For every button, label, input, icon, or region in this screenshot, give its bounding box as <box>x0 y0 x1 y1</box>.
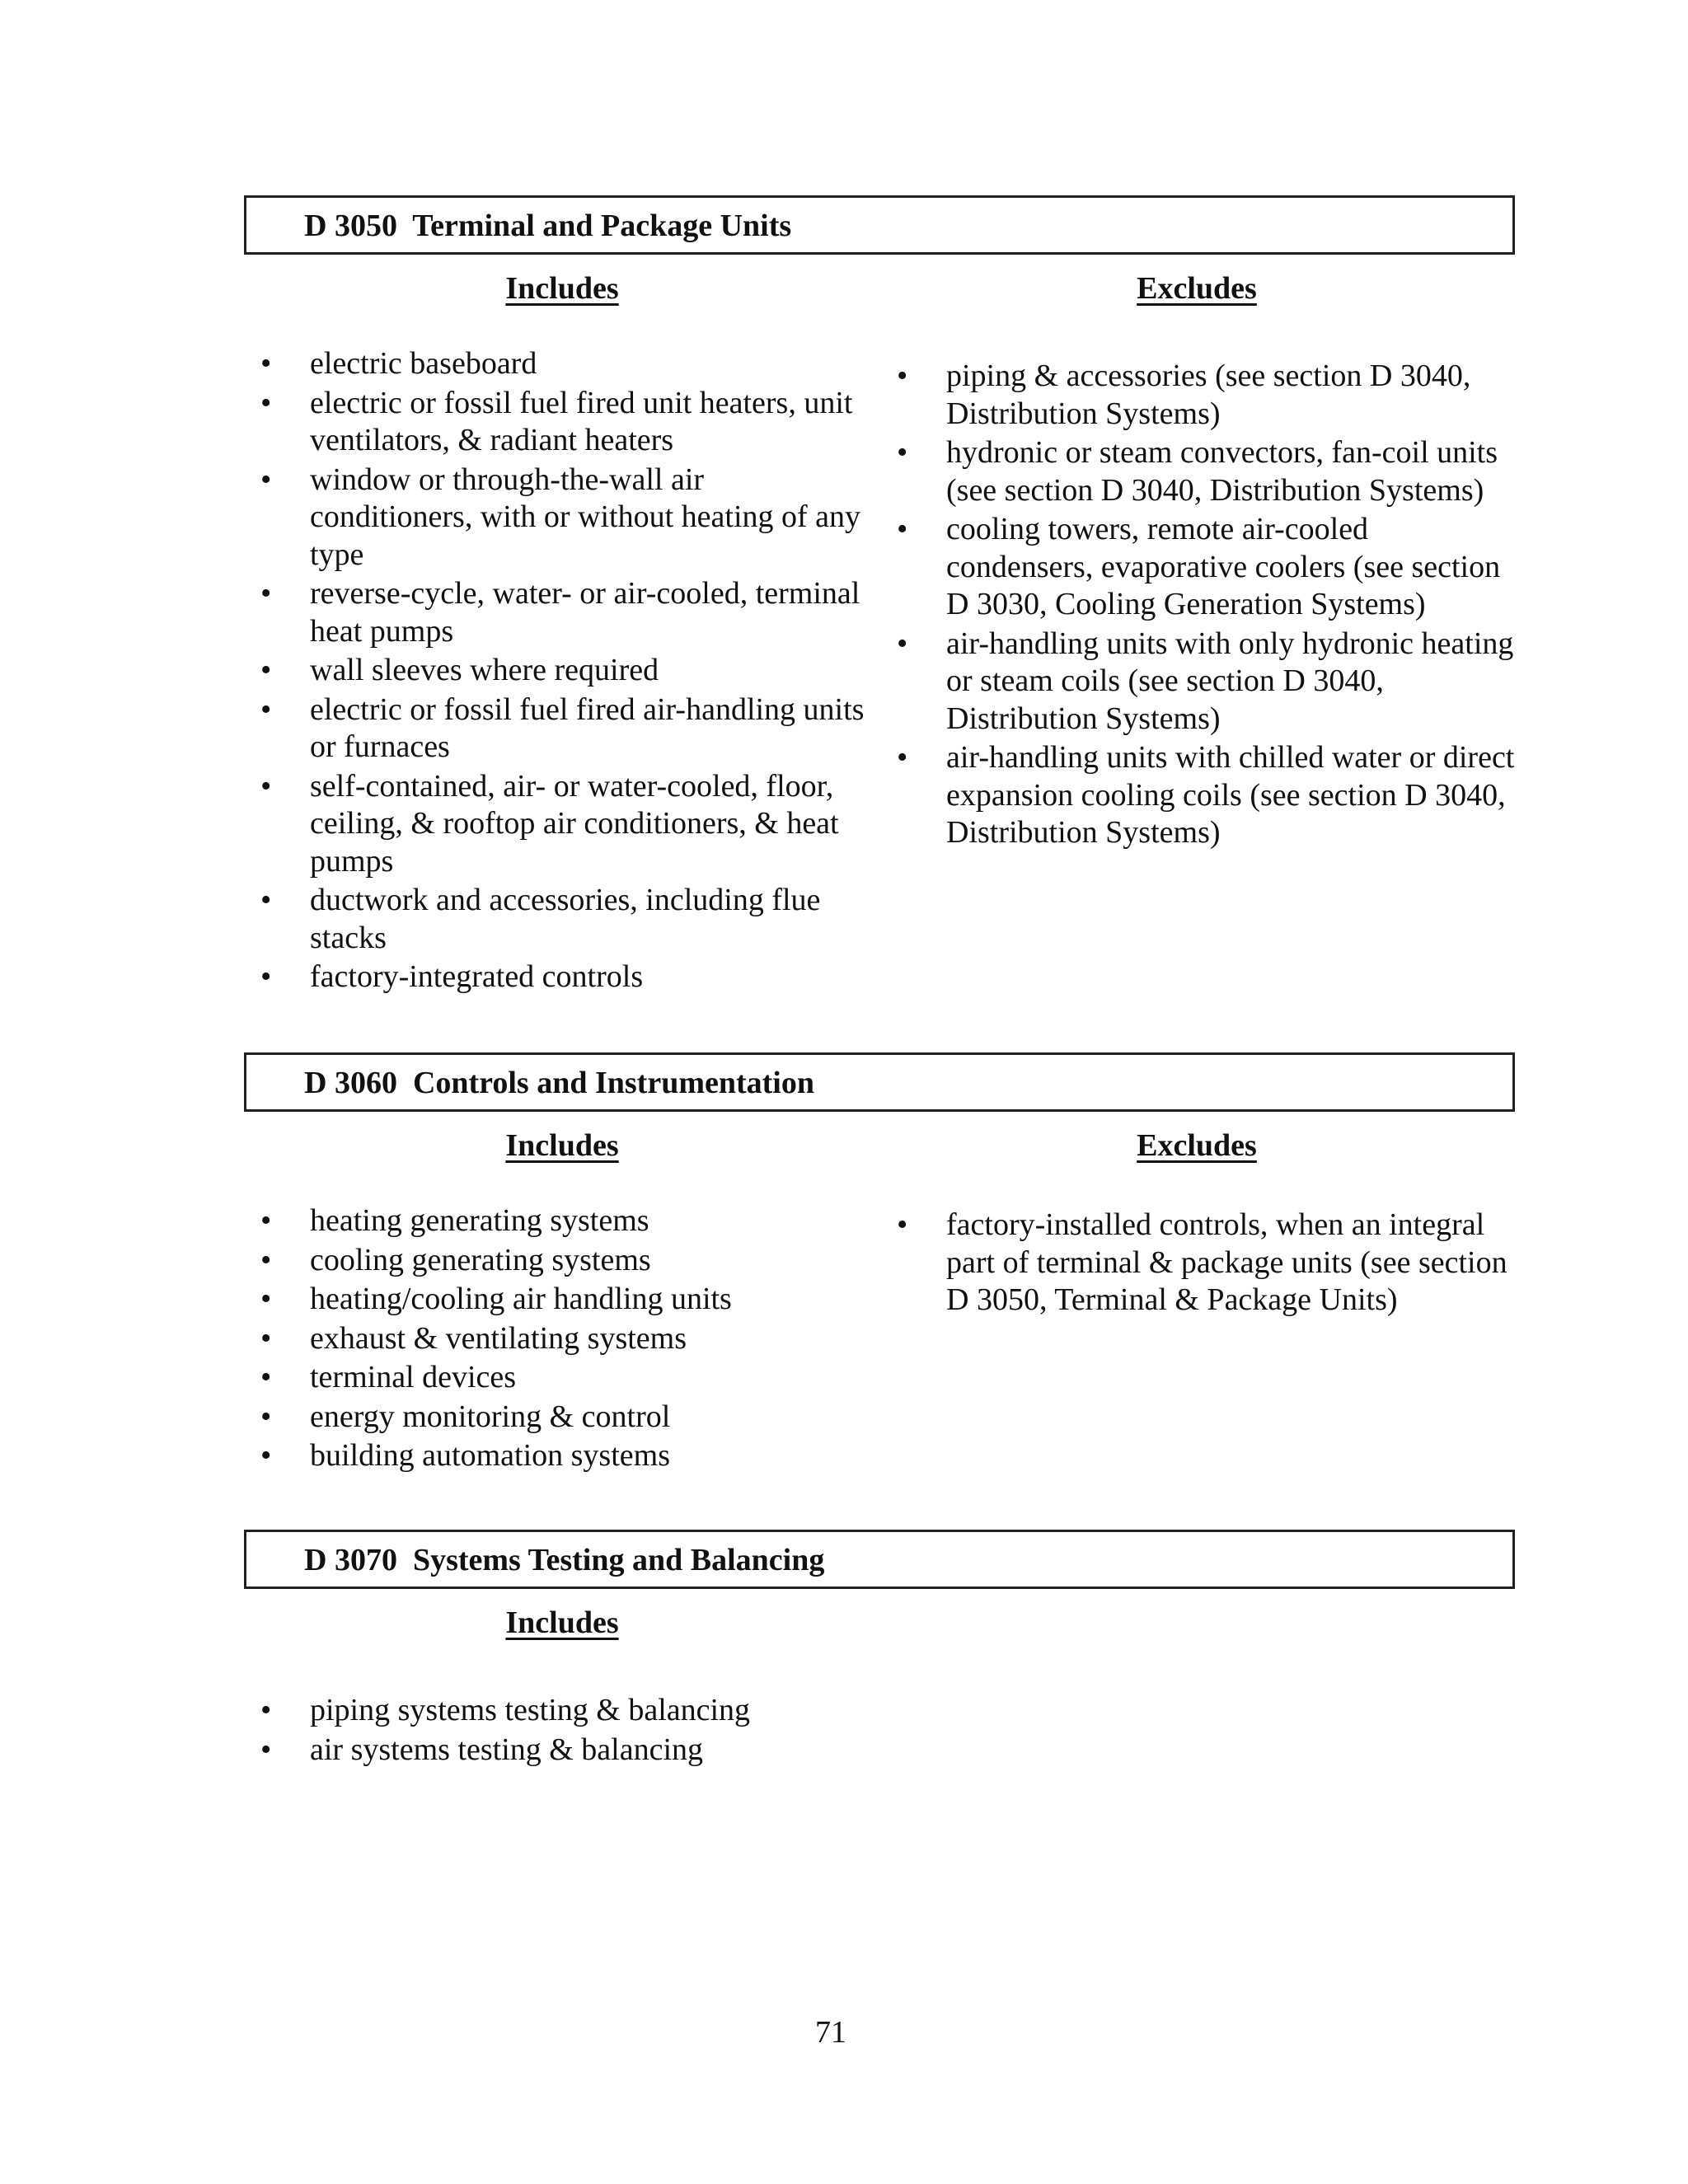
includes-list-d3060 <box>260 1202 870 1477</box>
bullet-icon: • <box>897 740 908 775</box>
list-item: • electric or fossil fuel fired air-handling units or furnaces <box>260 691 865 764</box>
includes-list-d3050 <box>260 345 870 998</box>
list-item: • ductwork and accessories, including flue stacks <box>260 883 821 955</box>
bullet-icon: • <box>260 883 272 917</box>
list-item: • air-handling units with chilled water or direct expansion cooling coils (see section D 3040, Distribution Systems) <box>897 740 1515 850</box>
bullet-icon: • <box>897 435 908 470</box>
includes-heading: Includes <box>505 271 619 306</box>
section-title: D 3060 Controls and Instrumentation <box>304 1066 814 1100</box>
excludes-list-d3050 <box>897 358 1515 854</box>
list-item: • window or through-the-wall air conditioners, with or without heating of any type <box>260 462 861 572</box>
bullet-icon: • <box>260 691 272 727</box>
page-number: 71 <box>815 2015 846 2050</box>
bullet-icon: • <box>897 1207 908 1242</box>
section-header-d3070 <box>244 1530 1515 1589</box>
excludes-heading: Excludes <box>1137 271 1257 306</box>
list-item: • piping systems testing & balancing <box>260 1692 870 1730</box>
list-item: • energy monitoring & control <box>260 1399 870 1436</box>
includes-list-d3070 <box>260 1692 870 1770</box>
bullet-icon: • <box>260 576 272 611</box>
bullet-icon: • <box>260 653 272 687</box>
bullet-icon: • <box>260 768 272 804</box>
bullet-icon: • <box>260 385 272 420</box>
bullet-icon: • <box>260 1203 272 1238</box>
bullet-icon: • <box>897 359 908 393</box>
bullet-icon: • <box>260 462 272 497</box>
bullet-icon: • <box>897 626 908 661</box>
list-item: • terminal devices <box>260 1359 870 1397</box>
section-title: D 3070 Systems Testing and Balancing <box>304 1543 825 1577</box>
list-item: • wall sleeves where required <box>260 652 870 690</box>
bullet-icon: • <box>260 1320 272 1356</box>
bullet-icon: • <box>897 512 908 546</box>
list-item: • hydronic or steam convectors, fan-coil units (see section D 3040, Distribution Systems) <box>897 435 1498 508</box>
bullet-icon: • <box>260 1732 272 1767</box>
list-item: • building automation systems <box>260 1437 870 1475</box>
excludes-list-d3060 <box>897 1207 1515 1321</box>
includes-heading: Includes <box>505 1128 619 1163</box>
list-item: • electric or fossil fuel fired unit heaters, unit ventilators, & radiant heaters <box>260 385 853 457</box>
list-item: • heating/cooling air handling units <box>260 1281 870 1319</box>
list-item: • air-handling units with only hydronic heating or steam coils (see section D 3040, Distribution Systems) <box>897 626 1514 736</box>
list-item: • self-contained, air- or water-cooled, floor, ceiling, & rooftop air conditioners, & heat pumps <box>260 768 839 879</box>
excludes-heading: Excludes <box>1137 1128 1257 1163</box>
list-item: • cooling generating systems <box>260 1242 870 1280</box>
list-item: • heating generating systems <box>260 1202 870 1240</box>
list-item: • factory-installed controls, when an integral part of terminal & package units (see section D 3050, Terminal & Package Units) <box>897 1207 1507 1317</box>
list-item: • air systems testing & balancing <box>260 1732 870 1769</box>
list-item: • factory-integrated controls <box>260 958 870 996</box>
bullet-icon: • <box>260 959 272 994</box>
section-title: D 3050 Terminal and Package Units <box>304 209 792 243</box>
bullet-icon: • <box>260 1693 272 1727</box>
bullet-icon: • <box>260 1282 272 1316</box>
bullet-icon: • <box>260 1438 272 1473</box>
bullet-icon: • <box>260 1242 272 1277</box>
list-item: • cooling towers, remote air-cooled condensers, evaporative coolers (see section D 3030, Cooling Generation Systems) <box>897 512 1501 621</box>
list-item: • reverse-cycle, water- or air-cooled, terminal heat pumps <box>260 576 860 649</box>
bullet-icon: • <box>260 1360 272 1394</box>
list-item: • piping & accessories (see section D 3040, Distribution Systems) <box>897 359 1471 431</box>
section-header-d3050 <box>244 195 1515 255</box>
bullet-icon: • <box>260 346 272 381</box>
includes-heading: Includes <box>505 1605 619 1640</box>
list-item: • exhaust & ventilating systems <box>260 1320 870 1358</box>
section-header-d3060 <box>244 1052 1515 1112</box>
bullet-icon: • <box>260 1399 272 1434</box>
list-item: • electric baseboard <box>260 345 870 383</box>
